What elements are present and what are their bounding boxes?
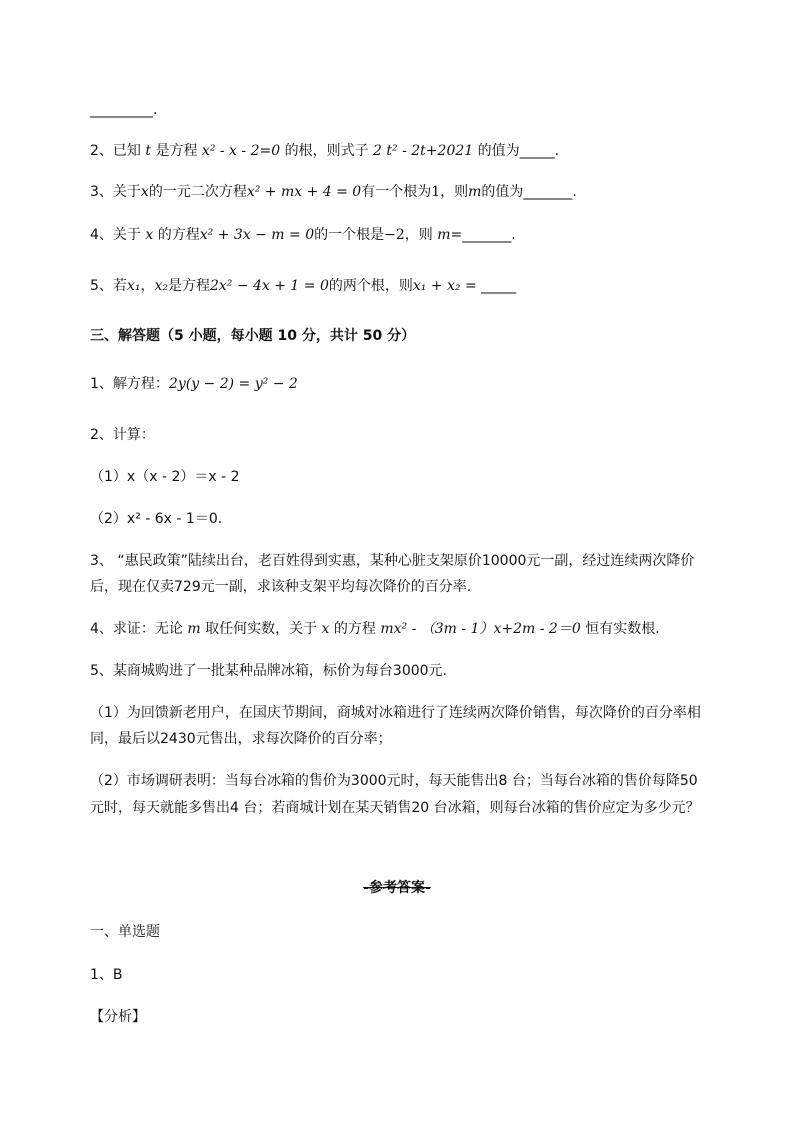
math-variable: m: [187, 621, 201, 637]
fill-in-question-5: [90, 276, 516, 296]
equation: x² + 3x − m = 0: [199, 227, 315, 243]
question-text: 的根，则式子: [280, 143, 374, 159]
analysis-label: 【分析】: [90, 1009, 146, 1025]
fill-in-question-3: [90, 182, 577, 202]
question-number: 2、: [90, 427, 113, 443]
answer-title: -参考答案-: [363, 880, 431, 896]
solve-question-4: [90, 619, 660, 639]
root-value: 1: [431, 184, 441, 200]
math-variable: x: [140, 184, 149, 200]
question-text: ，则: [440, 184, 469, 200]
fill-in-question-2: [90, 141, 559, 161]
solve-question-5-sub1-line-1: （1）为回馈新老用户，在国庆节期间，商城对冰箱进行了连续两次降价销售，每次降价的百分率相: [90, 705, 701, 721]
question-text: 关于: [112, 227, 146, 243]
question-number: 2、: [90, 143, 113, 159]
equation: 2y(y − 2) = y² − 2: [168, 376, 298, 392]
section-heading: 三、解答题（5 小题，每小题 10 分，共计 50 分）: [90, 328, 416, 344]
answer-item: 1、B: [90, 967, 123, 983]
question-text: 关于: [112, 184, 141, 200]
question-text: 是方程: [151, 143, 202, 159]
equation: x² - x - 2=0: [201, 143, 281, 159]
expression: x² - 6x - 1＝0.: [126, 511, 223, 527]
question-text: 的方程: [153, 227, 200, 243]
question-text: ，则: [404, 227, 438, 243]
question-text: 已知: [112, 143, 146, 159]
math-variable: m: [468, 184, 482, 200]
question-text: 的方程: [329, 621, 381, 637]
question-text: 有一个根为: [361, 184, 432, 200]
prev-answer-blank: _________.: [90, 102, 158, 118]
question-number: 5、: [90, 278, 113, 294]
solve-question-5-sub2-line-1: （2）市场调研表明：当每台冰箱的售价为3000元时，每天能售出8 台；当每台冰箱的售价每降50: [90, 773, 698, 789]
question-text: 若: [112, 278, 127, 294]
expression: x₁ + x₂: [412, 278, 461, 294]
math-variable: x: [321, 621, 330, 637]
question-text: 是方程: [167, 278, 210, 294]
sub-question-1: [90, 467, 240, 487]
math-variable: x: [145, 227, 154, 243]
answer-section-heading: 一、单选题: [90, 924, 160, 940]
question-text: 的一个根是: [314, 227, 385, 243]
question-text: =_______.: [450, 227, 516, 243]
sub-question-2: [90, 509, 222, 529]
question-number: 3、: [90, 184, 113, 200]
math-variable: m: [437, 227, 451, 243]
math-variable: x₂: [154, 278, 168, 294]
question-number: 1、: [90, 376, 113, 392]
question-text: 的两个根，则: [328, 278, 413, 294]
solve-question-2: [90, 425, 155, 445]
question-text: 4、求证：无论: [90, 621, 188, 637]
question-text: = _____: [460, 278, 517, 294]
solve-question-3-line-2: 后，现在仅卖729元一副，求该种支架平均每次降价的百分率.: [90, 579, 472, 595]
question-text: 的一元二次方程: [148, 184, 247, 200]
question-text: 解方程：: [112, 376, 169, 392]
solve-question-5-sub1-line-2: 同，最后以2430元售出，求每次降价的百分率；: [90, 731, 392, 747]
question-text: 计算：: [112, 427, 155, 443]
equation: x² + mx + 4 = 0: [246, 184, 362, 200]
solve-question-5-sub2-line-2: 元时，每天就能多售出4 台；若商城计划在某天销售20 台冰箱，则每台冰箱的售价应定为多少元？: [90, 800, 700, 816]
equation: mx² - （3m - 1）x+2m - 2＝0: [380, 621, 581, 637]
solve-question-1: [90, 374, 298, 394]
sub-question-label: （1）: [90, 469, 127, 485]
question-number: 4、: [90, 227, 113, 243]
question-text: 取任何实数，关于: [200, 621, 322, 637]
equation: 2x² − 4x + 1 = 0: [209, 278, 329, 294]
math-variable: t: [145, 143, 152, 159]
expression: x（x - 2）＝x - 2: [126, 469, 240, 485]
sub-question-label: （2）: [90, 511, 127, 527]
question-text: 的值为_____.: [473, 143, 560, 159]
question-text: 的值为_______.: [481, 184, 577, 200]
fill-in-question-4: [90, 225, 516, 245]
expression: 2 t² - 2t+2021: [373, 143, 474, 159]
solve-question-5-stem: 5、某商城购进了一批某种品牌冰箱，标价为每台3000元.: [90, 663, 447, 679]
question-text: ，: [140, 278, 155, 294]
solve-question-3-line-1: 3、 “惠民政策”陆续出台，老百姓得到实惠，某种心脏支架原价10000元一副，经过连续两次降价: [90, 553, 695, 569]
question-text: 恒有实数根.: [580, 621, 660, 637]
root-value: −2: [384, 227, 405, 243]
math-variable: x₁: [126, 278, 141, 294]
